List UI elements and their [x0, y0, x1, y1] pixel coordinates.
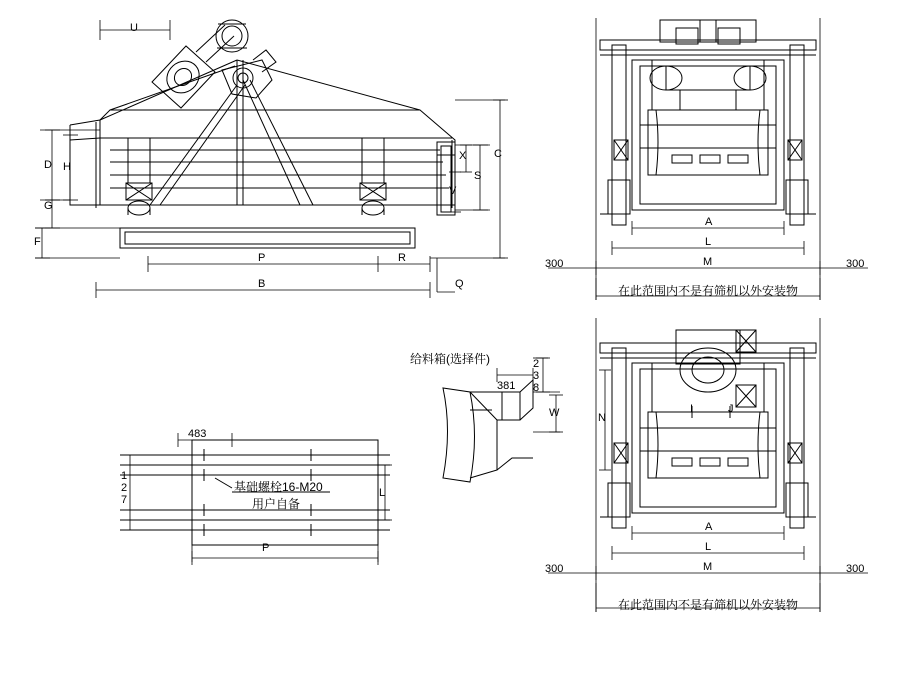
feed-box-detail-view — [443, 380, 533, 482]
dim-label-S: S — [474, 170, 482, 182]
dim-label-127: 127 — [118, 470, 130, 506]
dim-label-300-upper-left: 300 — [545, 258, 564, 270]
dim-label-I: I — [690, 403, 694, 415]
dim-label-Q: Q — [455, 278, 464, 290]
dim-label-238: 238 — [530, 358, 542, 394]
dim-label-483: 483 — [188, 428, 207, 440]
dim-label-N: N — [598, 412, 606, 424]
feed-box-title: 给料箱(选择件) — [410, 352, 490, 366]
dim-label-M-lower: M — [703, 561, 713, 573]
dim-label-D: D — [44, 159, 52, 171]
upper-end-view — [600, 20, 816, 225]
lower-end-view — [600, 330, 816, 528]
base-frame — [120, 228, 415, 248]
dim-label-A-lower: A — [705, 521, 713, 533]
dim-label-M-upper: M — [703, 256, 713, 268]
dim-label-C: C — [494, 148, 502, 160]
side-view-body — [70, 60, 455, 208]
dim-label-L-lower: L — [705, 541, 712, 553]
dim-label-V: V — [449, 185, 457, 197]
dim-label-300-lower-right: 300 — [846, 563, 865, 575]
foundation-callout-line1: 基础螺栓16-M20 — [234, 480, 323, 494]
dim-label-300-upper-right: 300 — [846, 258, 865, 270]
dim-label-H: H — [63, 161, 71, 173]
dim-label-L-upper: L — [705, 236, 712, 248]
foundation-callout-line2: 用户自备 — [252, 497, 301, 511]
dim-label-F: F — [34, 236, 41, 248]
dim-label-300-lower-left: 300 — [545, 563, 564, 575]
dim-label-B: B — [258, 278, 266, 290]
dim-label-G: G — [44, 200, 53, 212]
dim-label-P: P — [258, 252, 266, 264]
note-upper-end-view: 在此范围内不是有筛机以外安装物 — [618, 284, 799, 298]
dim-label-W: W — [549, 407, 560, 419]
dim-label-A-upper: A — [705, 216, 713, 228]
dim-label-381: 381 — [497, 380, 516, 392]
dim-label-P-foundation: P — [262, 542, 270, 554]
dim-label-L-foundation: L — [379, 487, 386, 499]
dim-label-X: X — [459, 150, 467, 162]
dim-label-J: J — [728, 403, 734, 415]
dim-label-U: U — [130, 22, 138, 34]
note-lower-end-view: 在此范围内不是有筛机以外安装物 — [618, 598, 799, 612]
dim-label-R: R — [398, 252, 406, 264]
